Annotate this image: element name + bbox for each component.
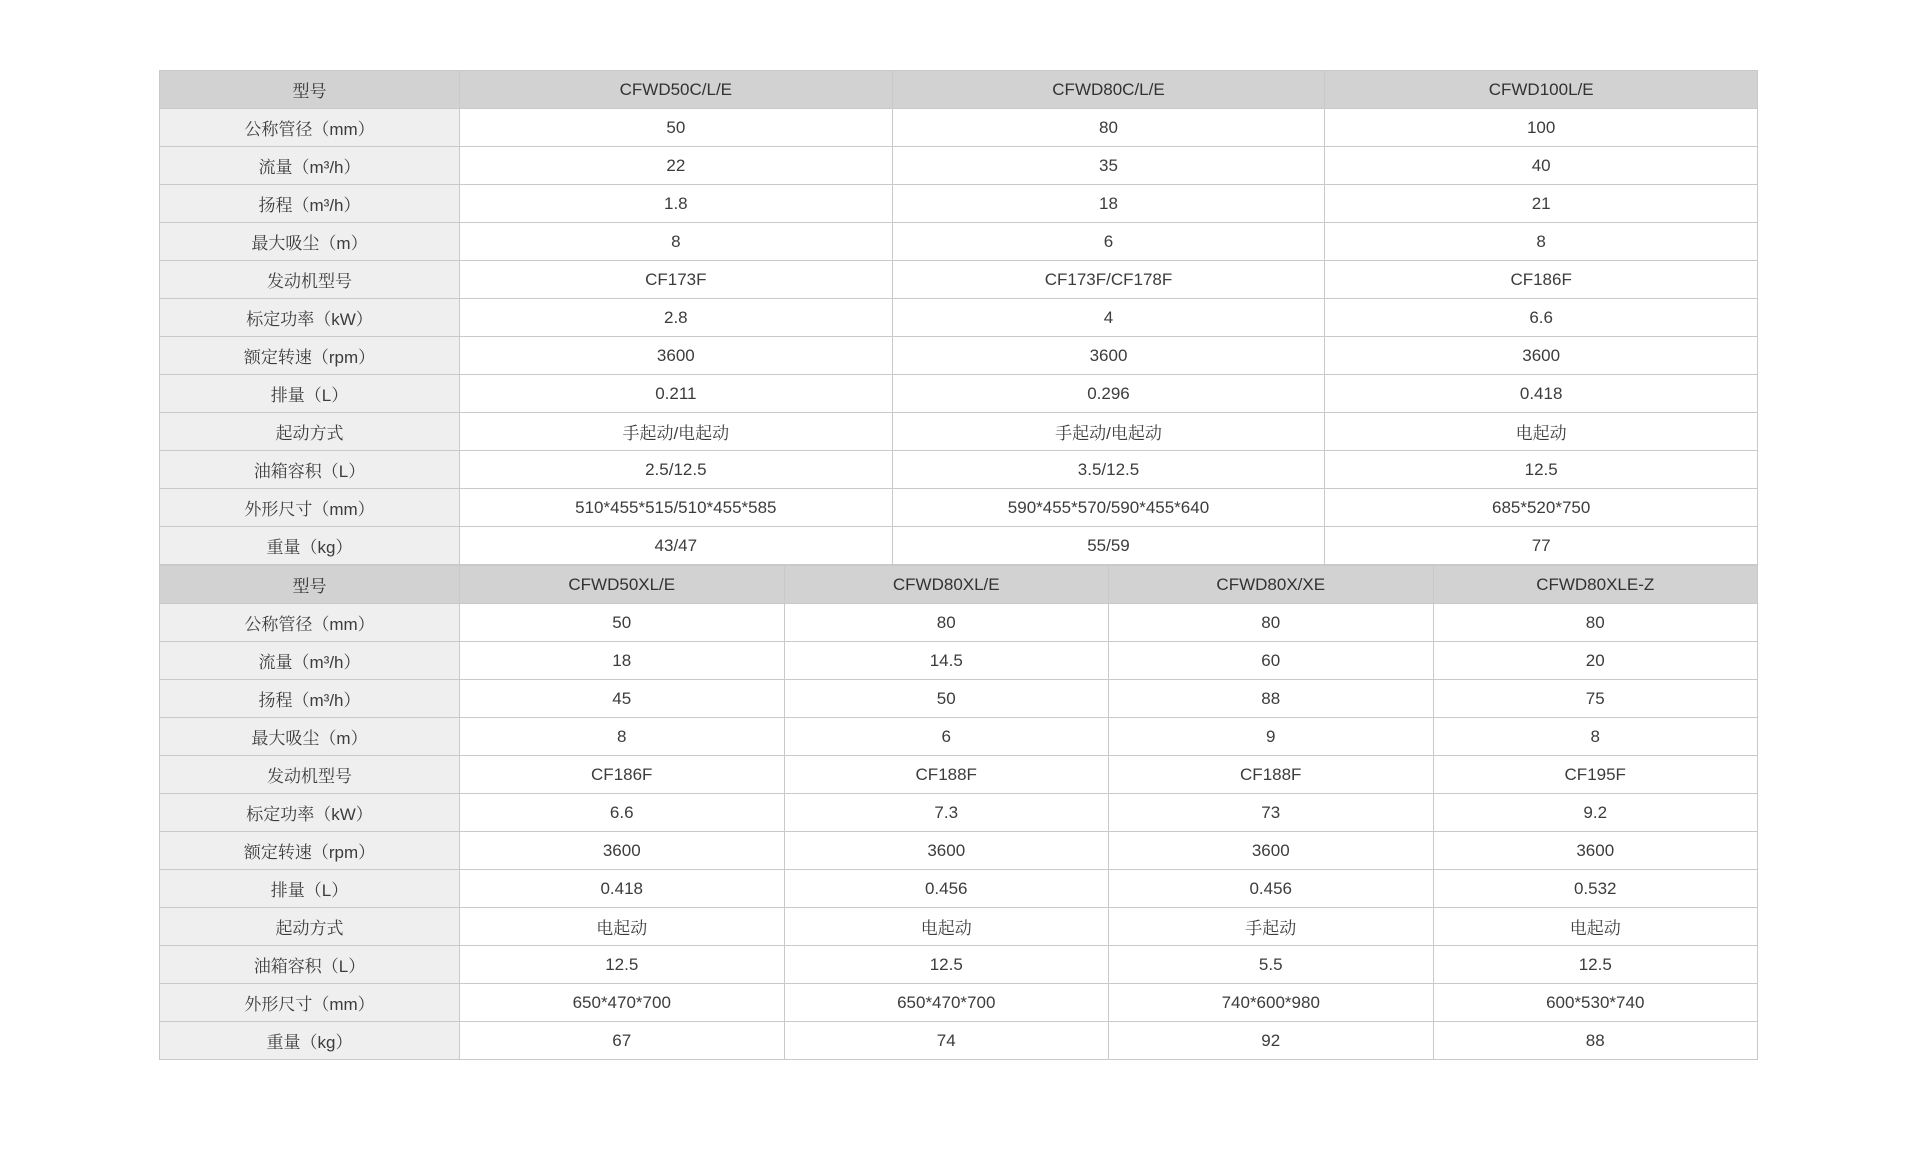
table-cell: 80 — [785, 604, 1110, 642]
table-cell: 0.532 — [1434, 870, 1759, 908]
row-label: 最大吸尘（m） — [160, 223, 460, 261]
table-cell: 0.418 — [460, 870, 785, 908]
table-cell: 1.8 — [460, 185, 893, 223]
table-cell: 73 — [1109, 794, 1434, 832]
table-cell: 14.5 — [785, 642, 1110, 680]
t1-header-label: 型号 — [160, 71, 460, 109]
table-cell: 12.5 — [785, 946, 1110, 984]
table-cell: CF188F — [785, 756, 1110, 794]
row-label: 起动方式 — [160, 908, 460, 946]
table-cell: 50 — [460, 604, 785, 642]
table-cell: 88 — [1434, 1022, 1759, 1060]
table-cell: 0.418 — [1325, 375, 1758, 413]
table-cell: 3600 — [1325, 337, 1758, 375]
table-cell: 电起动 — [1434, 908, 1759, 946]
table-cell: 2.5/12.5 — [460, 451, 893, 489]
spec-tables — [159, 70, 1758, 1060]
table-cell: 20 — [1434, 642, 1759, 680]
t2-header-model-2: CFWD80XL/E — [785, 566, 1110, 604]
table-cell: 50 — [785, 680, 1110, 718]
row-label: 标定功率（kW） — [160, 299, 460, 337]
row-label: 额定转速（rpm） — [160, 337, 460, 375]
row-label: 扬程（m³/h） — [160, 680, 460, 718]
table-cell: 电起动 — [785, 908, 1110, 946]
table-cell: 75 — [1434, 680, 1759, 718]
table-cell: 3600 — [1434, 832, 1759, 870]
table-cell: 5.5 — [1109, 946, 1434, 984]
table-cell: 50 — [460, 109, 893, 147]
table-cell: 3600 — [460, 337, 893, 375]
row-label: 油箱容积（L） — [160, 451, 460, 489]
table-cell: 手起动 — [1109, 908, 1434, 946]
row-label: 外形尺寸（mm） — [160, 489, 460, 527]
row-label: 重量（kg） — [160, 527, 460, 565]
table-cell: 650*470*700 — [460, 984, 785, 1022]
table-cell: 43/47 — [460, 527, 893, 565]
row-label: 公称管径（mm） — [160, 604, 460, 642]
table-cell: 0.211 — [460, 375, 893, 413]
table-cell: 88 — [1109, 680, 1434, 718]
row-label: 油箱容积（L） — [160, 946, 460, 984]
table-cell: 685*520*750 — [1325, 489, 1758, 527]
table-cell: 8 — [1434, 718, 1759, 756]
t2-header-model-3: CFWD80X/XE — [1109, 566, 1434, 604]
table-cell: CF188F — [1109, 756, 1434, 794]
table-cell: 9.2 — [1434, 794, 1759, 832]
t1-header-model-3: CFWD100L/E — [1325, 71, 1758, 109]
table-cell: 8 — [460, 718, 785, 756]
table-cell: 6.6 — [1325, 299, 1758, 337]
row-label: 重量（kg） — [160, 1022, 460, 1060]
table-cell: 12.5 — [1325, 451, 1758, 489]
t1-header-model-2: CFWD80C/L/E — [893, 71, 1326, 109]
table-cell: 0.296 — [893, 375, 1326, 413]
t1-header-model-1: CFWD50C/L/E — [460, 71, 893, 109]
table-cell: CF186F — [1325, 261, 1758, 299]
table-cell: 510*455*515/510*455*585 — [460, 489, 893, 527]
table-cell: 22 — [460, 147, 893, 185]
table-cell: 0.456 — [1109, 870, 1434, 908]
table-cell: 3600 — [1109, 832, 1434, 870]
table-cell: CF173F — [460, 261, 893, 299]
table-cell: 6 — [785, 718, 1110, 756]
row-label: 最大吸尘（m） — [160, 718, 460, 756]
table-cell: 590*455*570/590*455*640 — [893, 489, 1326, 527]
table-cell: 18 — [893, 185, 1326, 223]
table-cell: CF173F/CF178F — [893, 261, 1326, 299]
table-cell: 18 — [460, 642, 785, 680]
table-cell: 74 — [785, 1022, 1110, 1060]
table-cell: 8 — [1325, 223, 1758, 261]
row-label: 排量（L） — [160, 870, 460, 908]
spec-table-2 — [159, 565, 1758, 1060]
row-label: 起动方式 — [160, 413, 460, 451]
table-cell: 77 — [1325, 527, 1758, 565]
table-cell: 0.456 — [785, 870, 1110, 908]
table-cell: 650*470*700 — [785, 984, 1110, 1022]
table-cell: 6 — [893, 223, 1326, 261]
table-cell: 3600 — [460, 832, 785, 870]
table-cell: 55/59 — [893, 527, 1326, 565]
table-cell: 67 — [460, 1022, 785, 1060]
t2-header-model-1: CFWD50XL/E — [460, 566, 785, 604]
table-cell: 80 — [893, 109, 1326, 147]
row-label: 流量（m³/h） — [160, 147, 460, 185]
table-cell: 80 — [1434, 604, 1759, 642]
t2-header-label: 型号 — [160, 566, 460, 604]
table-cell: 100 — [1325, 109, 1758, 147]
table-cell: 12.5 — [1434, 946, 1759, 984]
table-cell: 6.6 — [460, 794, 785, 832]
row-label: 外形尺寸（mm） — [160, 984, 460, 1022]
row-label: 流量（m³/h） — [160, 642, 460, 680]
row-label: 排量（L） — [160, 375, 460, 413]
row-label: 额定转速（rpm） — [160, 832, 460, 870]
table-cell: 手起动/电起动 — [893, 413, 1326, 451]
table-cell: CF195F — [1434, 756, 1759, 794]
table-cell: 740*600*980 — [1109, 984, 1434, 1022]
table-cell: 3600 — [785, 832, 1110, 870]
table-cell: 21 — [1325, 185, 1758, 223]
table-cell: 9 — [1109, 718, 1434, 756]
table-cell: 600*530*740 — [1434, 984, 1759, 1022]
t2-header-model-4: CFWD80XLE-Z — [1434, 566, 1759, 604]
spec-table-1 — [159, 70, 1758, 565]
table-cell: 35 — [893, 147, 1326, 185]
table-cell: 60 — [1109, 642, 1434, 680]
table-cell: 3.5/12.5 — [893, 451, 1326, 489]
row-label: 公称管径（mm） — [160, 109, 460, 147]
table-cell: 12.5 — [460, 946, 785, 984]
table-cell: 92 — [1109, 1022, 1434, 1060]
table-cell: 40 — [1325, 147, 1758, 185]
row-label: 发动机型号 — [160, 756, 460, 794]
table-cell: 45 — [460, 680, 785, 718]
table-cell: 电起动 — [1325, 413, 1758, 451]
row-label: 标定功率（kW） — [160, 794, 460, 832]
table-cell: 4 — [893, 299, 1326, 337]
table-cell: 3600 — [893, 337, 1326, 375]
table-cell: CF186F — [460, 756, 785, 794]
table-cell: 8 — [460, 223, 893, 261]
table-cell: 电起动 — [460, 908, 785, 946]
table-cell: 手起动/电起动 — [460, 413, 893, 451]
row-label: 扬程（m³/h） — [160, 185, 460, 223]
table-cell: 80 — [1109, 604, 1434, 642]
row-label: 发动机型号 — [160, 261, 460, 299]
table-cell: 7.3 — [785, 794, 1110, 832]
table-cell: 2.8 — [460, 299, 893, 337]
